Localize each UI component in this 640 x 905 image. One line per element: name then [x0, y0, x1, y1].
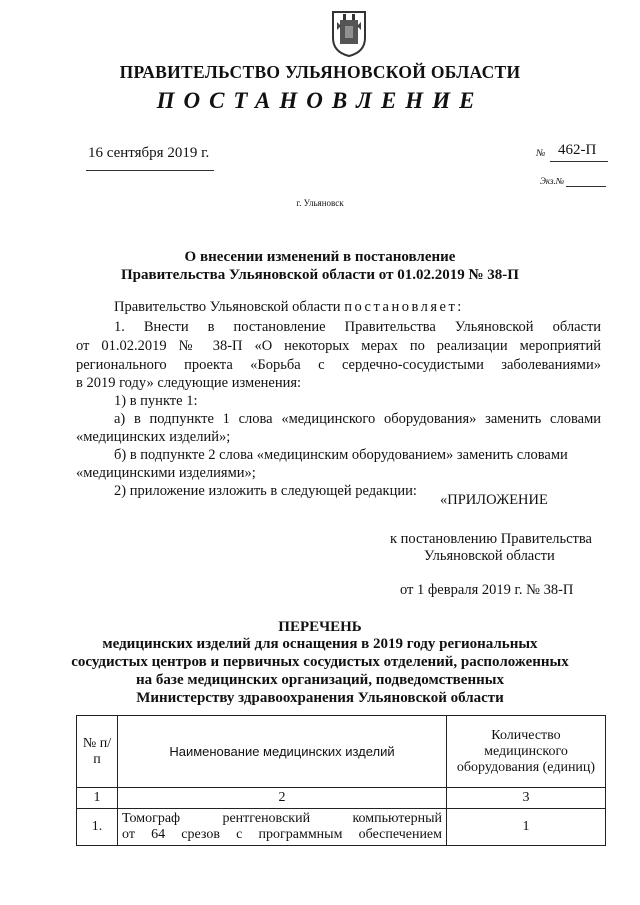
- number-underline: [550, 161, 608, 162]
- row-number: 1.: [77, 809, 118, 846]
- paragraph-preamble: [114, 299, 464, 316]
- header-number: № п/п: [77, 716, 118, 788]
- list-title: ПЕРЕЧЕНЬ: [278, 619, 362, 635]
- table-index-row: [77, 788, 606, 809]
- paragraph-1-line-2: от 01.02.2019 № 38-П «О некоторых мерах по реализации мероприятий: [76, 338, 602, 354]
- paragraph-1-line-4: в 2019 году» следующие изменения:: [76, 375, 302, 391]
- row-name: [118, 809, 447, 846]
- appendix-title: «ПРИЛОЖЕНИЕ: [440, 492, 548, 508]
- date-underline: [86, 170, 214, 171]
- decree-number: 462-П: [558, 142, 597, 158]
- number-prefix: №: [536, 148, 546, 159]
- copy-number-label: Экз.№: [540, 176, 565, 186]
- list-subtitle-line-4: Министерству здравоохранения Ульяновской области: [136, 690, 504, 706]
- decree-subject: [0, 248, 640, 284]
- decree-date: 16 сентября 2019 г.: [88, 145, 210, 161]
- header-quantity: Количество медицинского оборудования (единиц): [447, 716, 606, 788]
- paragraph-3-line-1: а) в подпункте 1 слова «медицинского оборудования» заменить словами: [114, 411, 602, 427]
- paragraph-1-line-1: 1. Внести в постановление Правительства Ульяновской области: [114, 319, 602, 335]
- index-cell: 1: [77, 788, 118, 809]
- appendix-date: от 1 февраля 2019 г. № 38-П: [400, 582, 574, 598]
- appendix-to-line-1: к постановлению Правительства: [390, 531, 592, 547]
- government-name: ПРАВИТЕЛЬСТВО УЛЬЯНОВСКОЙ ОБЛАСТИ: [119, 62, 521, 82]
- preamble-verb: постановляет:: [344, 299, 464, 315]
- city-label: г. Ульяновск: [296, 198, 344, 208]
- paragraph-2: 1) в пункте 1:: [114, 393, 198, 409]
- subject-line-2: Правительства Ульяновской области от 01.02.2019 № 38-П: [121, 267, 519, 283]
- list-subtitle-line-2: сосудистых центров и первичных сосудистых отделений, расположенных: [71, 654, 569, 670]
- document-type: ПОСТАНОВЛЕНИЕ: [156, 88, 484, 113]
- appendix-to-line-2: Ульяновской области: [424, 548, 555, 564]
- subject-line-1: О внесении изменений в постановление: [184, 249, 456, 265]
- coat-of-arms-icon: [327, 8, 371, 58]
- paragraph-4-line-1: б) в подпункте 2 слова «медицинским оборудованием» заменить словами: [114, 447, 568, 463]
- medical-devices-table: [76, 715, 606, 846]
- list-subtitle-line-1: медицинских изделий для оснащения в 2019 году региональных: [102, 636, 538, 652]
- paragraph-5: 2) приложение изложить в следующей редакции:: [114, 483, 417, 499]
- row-quantity: 1: [447, 809, 606, 846]
- copy-number-underline: [566, 186, 606, 187]
- index-cell: 2: [118, 788, 447, 809]
- row-name-line-1: Томограф рентгеновский компьютерный: [122, 811, 442, 826]
- paragraph-4-line-2: «медицинскими изделиями»;: [76, 465, 256, 481]
- table-header-row: [77, 716, 606, 788]
- list-subtitle-line-3: на базе медицинских организаций, подведомственных: [136, 672, 504, 688]
- paragraph-1-line-3: регионального проекта «Борьба с сердечно-сосудистыми заболеваниями»: [76, 357, 601, 373]
- row-name-line-2: от 64 срезов с программным обеспечением: [122, 827, 443, 842]
- index-cell: 3: [447, 788, 606, 809]
- header-name: Наименование медицинских изделий: [118, 716, 447, 788]
- table-row: [77, 809, 606, 846]
- preamble-text: Правительство Ульяновской области: [114, 299, 341, 315]
- paragraph-3-line-2: «медицинских изделий»;: [76, 429, 231, 445]
